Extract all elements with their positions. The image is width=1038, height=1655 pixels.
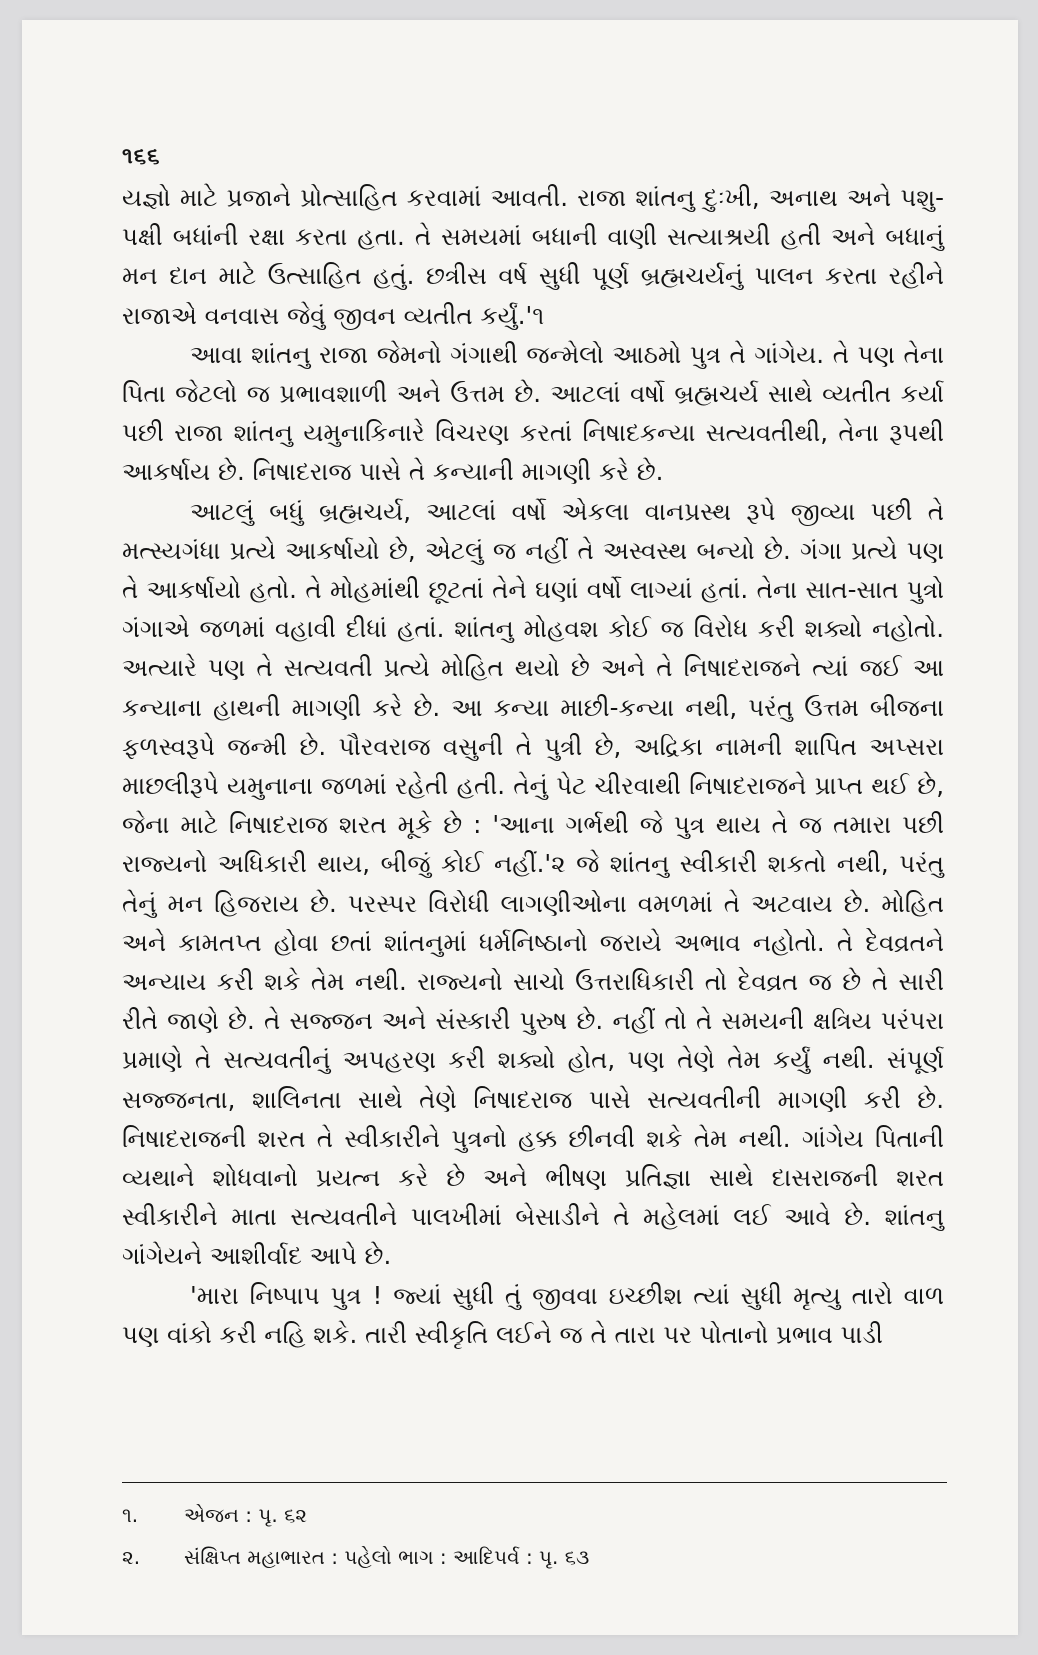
footnote-text: એજન : પૃ. ૬૨ (184, 1503, 308, 1527)
footnote (122, 1494, 944, 1536)
paragraph: 'મારા નિષ્પાપ પુત્ર ! જ્યાં સુધી તું જીવવા ઇચ્છીશ ત્યાં સુધી મૃત્યુ તારો વાળ પણ વાંકો કરી નહિ શકે. તારી સ્વીકૃતિ લઈને જ તે તારા પર પોતાનો પ્રભાવ પાડી (122, 1280, 944, 1349)
paragraph: યજ્ઞો માટે પ્રજાને પ્રોત્સાહિત કરવામાં આવતી. રાજા શાંતનુ દુઃખી, અનાથ અને પશુ-પક્ષી બધાંની રક્ષા કરતા હતા. તે સમયમાં બધાની વાણી સત્યાશ્રયી હતી અને બધાનું મન દાન માટે ઉત્સાહિત હતું. છત્રીસ વર્ષ સુધી પૂર્ણ બ્રહ્મચર્યનું પાલન કરતા રહીને રાજાએ વનવાસ જેવું જીવન વ્યતીત કર્યું.'૧ (122, 183, 944, 330)
footnote-number: ૨. (122, 1545, 141, 1569)
body-text (122, 178, 944, 1354)
footnote-number: ૧. (122, 1503, 139, 1527)
paragraph: આટલું બધું બ્રહ્મચર્ય, આટલાં વર્ષો એકલા વાનપ્રસ્થ રૂપે જીવ્યા પછી તે મત્સ્યગંધા પ્રત્યે આકર્ષાયો છે, એટલું જ નહીં તે અસ્વસ્થ બન્યો છે. ગંગા પ્રત્યે પણ તે આકર્ષાયો હતો. તે મોહમાંથી છૂટતાં તેને ઘણાં વર્ષો લાગ્યાં હતાં. તેના સાત-સાત પુત્રો ગંગાએ જળમાં વહાવી દીધાં હતાં. શાંતનુ મોહવશ કોઈ જ વિરોધ કરી શક્યો નહોતો. અત્યારે પણ તે સત્યવતી પ્રત્યે મોહિત થયો છે અને તે નિષાદરાજને ત્યાં જઈ આ કન્યાના હાથની માગણી કરે છે. આ કન્યા માછી-કન્યા નથી, પરંતુ ઉત્તમ બીજના ફળસ્વરૂપે જન્મી છે. પૌરવરાજ વસુની તે પુત્રી છે, અદ્રિકા નામની શાપિત અપ્સરા માછલીરૂપે યમુનાના જળમાં રહેતી હતી. તેનું પેટ ચીરવાથી નિષાદરાજને પ્રાપ્ત થઈ છે, જેના માટે નિષાદરાજ શરત મૂકે છે : 'આના ગર્ભથી જે પુત્ર થાય તે જ તમારા પછી રાજ્યનો અધિકારી થાય, બીજું કોઈ નહીં.'૨ જે શાંતનુ સ્વીકારી શકતો નથી, પરંતુ તેનું મન હિજરાય છે. પરસ્પર વિરોધી લાગણીઓના વમળમાં તે અટવાય છે. મોહિત અને કામતપ્ત હોવા છતાં શાંતનુમાં ધર્મનિષ્ઠાનો જરાયે અભાવ નહોતો. તે દેવવ્રતને અન્યાય કરી શકે તેમ નથી. રાજ્યનો સાચો ઉત્તરાધિકારી તો દેવવ્રત જ છે તે સારી રીતે જાણે છે. તે સજ્જન અને સંસ્કારી પુરુષ છે. નહીં તો તે સમયની ક્ષત્રિય પરંપરા પ્રમાણે તે સત્યવતીનું અપહરણ કરી શક્યો હોત, પણ તેણે તેમ કર્યું નથી. સંપૂર્ણ સજ્જનતા, શાલિનતા સાથે તેણે નિષાદરાજ પાસે સત્યવતીની માગણી કરી છે. નિષાદરાજની શરત તે સ્વીકારીને પુત્રનો હક્ક છીનવી શકે તેમ નથી. ગાંગેય પિતાની વ્યથાને શોધવાનો પ્રયત્ન કરે છે અને ભીષણ પ્રતિજ્ઞા સાથે દાસરાજની શરત સ્વીકારીને માતા સત્યવતીને પાલખીમાં બેસાડીને તે મહેલમાં લઈ આવે છે. શાંતનુ ગાંગેયને આશીર્વાદ આપે છે. (122, 496, 944, 1271)
footnote-text: સંક્ષિપ્ત મહાભારત : પહેલો ભાગ : આદિપર્વ : પૃ. ૬૩ (184, 1545, 590, 1569)
footnotes (122, 1494, 944, 1578)
footnote-divider (122, 1482, 947, 1483)
paragraph: આવા શાંતનુ રાજા જેમનો ગંગાથી જન્મેલો આઠમો પુત્ર તે ગાંગેય. તે પણ તેના પિતા જેટલો જ પ્રભાવશાળી અને ઉત્તમ છે. આટલાં વર્ષો બ્રહ્મચર્ય સાથે વ્યતીત કર્યા પછી રાજા શાંતનુ યમુનાકિનારે વિચરણ કરતાં નિષાદકન્યા સત્યવતીથી, તેના રૂપથી આકર્ષાય છે. નિષાદરાજ પાસે તે કન્યાની માગણી કરે છે. (122, 339, 944, 487)
page-number: ૧૬૬ (122, 144, 161, 169)
book-page (22, 20, 1018, 1635)
footnote (122, 1536, 944, 1578)
